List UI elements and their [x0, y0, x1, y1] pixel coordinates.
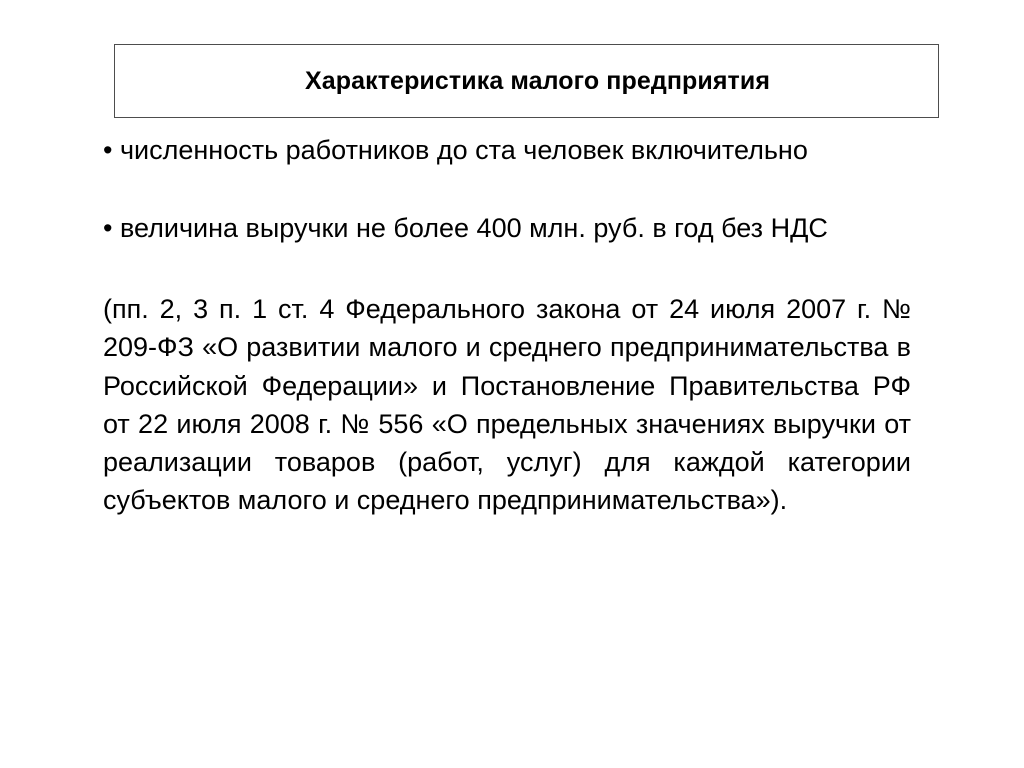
title-box: [114, 44, 939, 118]
slide-title: Характеристика малого предприятия: [304, 66, 771, 95]
bullet-employees: • численность работников до ста человек включительно: [103, 135, 808, 165]
legal-reference: (пп. 2, 3 п. 1 ст. 4 Федерального закона от 24 июля 2007 г. № 209-ФЗ «О развитии малого и среднего предпринимательства в Российской Федерации» и Постановление Правительства РФ от 22 июля 2008 г. № 556 «О предельных значениях выручки от реализации товаров (работ, услуг) для каждой категории субъектов малого и среднего предпринимательства»).: [103, 294, 911, 516]
slide-content: [103, 131, 911, 520]
bullet-revenue: • величина выручки не более 400 млн. руб. в год без НДС: [103, 213, 828, 243]
